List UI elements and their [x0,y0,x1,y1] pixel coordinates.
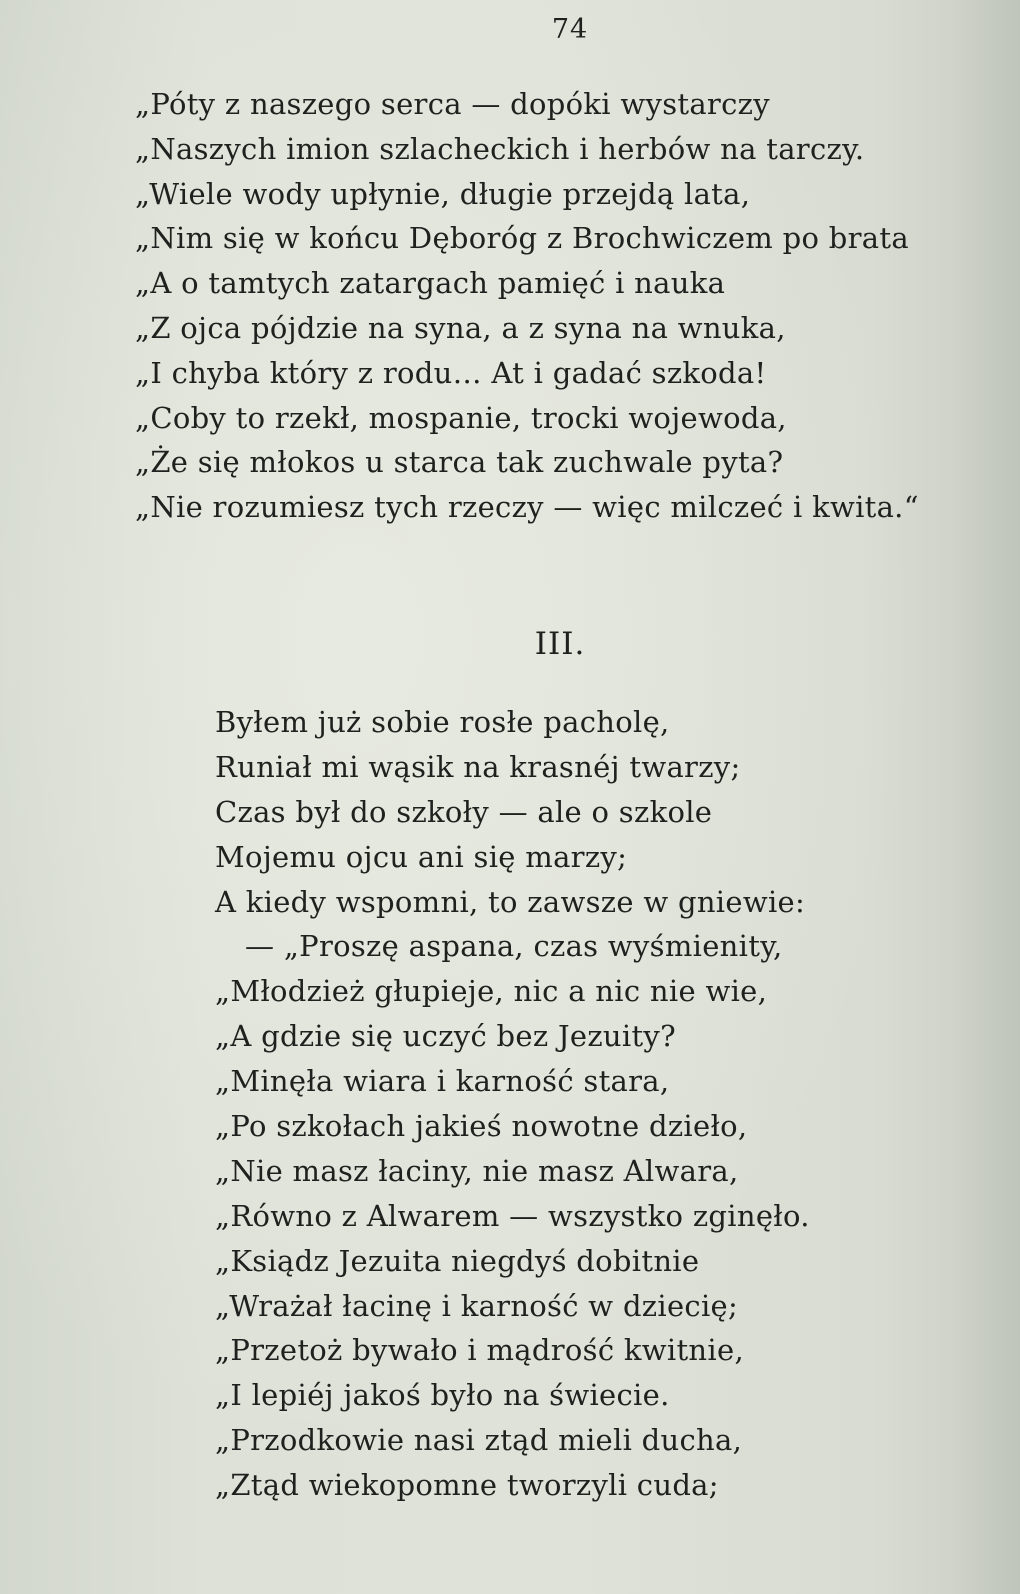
section-heading: III. [534,626,586,662]
poem-line: „Naszych imion szlacheckich i herbów na tarczy. [135,131,865,166]
poem-line: „I lepiéj jakoś było na świecie. [215,1378,670,1413]
poem-line: „A gdzie się uczyć bez Jezuity? [215,1019,676,1054]
poem-line: „I chyba który z rodu… At i gadać szkoda! [135,355,767,390]
poem-line: „Nie masz łaciny, nie masz Alwara, [215,1153,739,1188]
poem-line: „Po szkołach jakieś nowotne dzieło, [215,1109,748,1144]
poem-line: „Przodkowie nasi ztąd mieli ducha, [215,1423,743,1458]
poem-line: „Ksiądz Jezuita niegdyś dobitnie [215,1243,700,1278]
poem-line: „Wiele wody upłynie, długie przejdą lata, [135,176,751,211]
poem-stanza-2 [215,700,810,1508]
poem-line: „Póty z naszego serca — dopóki wystarczy [135,87,770,121]
poem-line: „Że się młokos u starca tak zuchwale pyta? [135,445,784,480]
poem-line: Mojemu ojcu ani się marzy; [215,839,628,874]
poem-line: „Nie rozumiesz tych rzeczy — więc milczeć i kwita.“ [135,490,919,525]
poem-line: „Nim się w końcu Dęboróg z Brochwiczem po brata [135,221,909,256]
poem-line: Runiał mi wąsik na krasnéj twarzy; [215,749,741,784]
page-edge-shadow [950,0,1020,1594]
poem-line: „Ztąd wiekopomne tworzyli cuda; [215,1468,719,1503]
poem-line: Byłem już sobie rosłe pacholę, [215,705,670,739]
poem-line: „A o tamtych zatargach pamięć i nauka [135,266,726,301]
poem-line: Czas był do szkoły — ale o szkole [215,794,713,829]
poem-line: „Wrażał łacinę i karność w dziecię; [215,1288,739,1323]
poem-line: — „Proszę aspana, czas wyśmienity, [245,929,783,964]
poem-line: A kiedy wspomni, to zawsze w gniewie: [215,884,806,919]
poem-line: „Młodzież głupieje, nic a nic nie wie, [215,974,768,1009]
poem-line: „Coby to rzekł, mospanie, trocki wojewoda, [135,400,787,435]
poem-line: „Równo z Alwarem — wszystko zginęło. [215,1198,810,1233]
page-number: 74 [551,14,589,45]
poem-line: „Z ojca pójdzie na syna, a z syna na wnuka, [135,310,786,345]
poem-line: „Przetoż bywało i mądrość kwitnie, [215,1333,744,1368]
poem-stanza-1 [135,82,919,530]
poem-line: „Minęła wiara i karność stara, [215,1064,670,1099]
